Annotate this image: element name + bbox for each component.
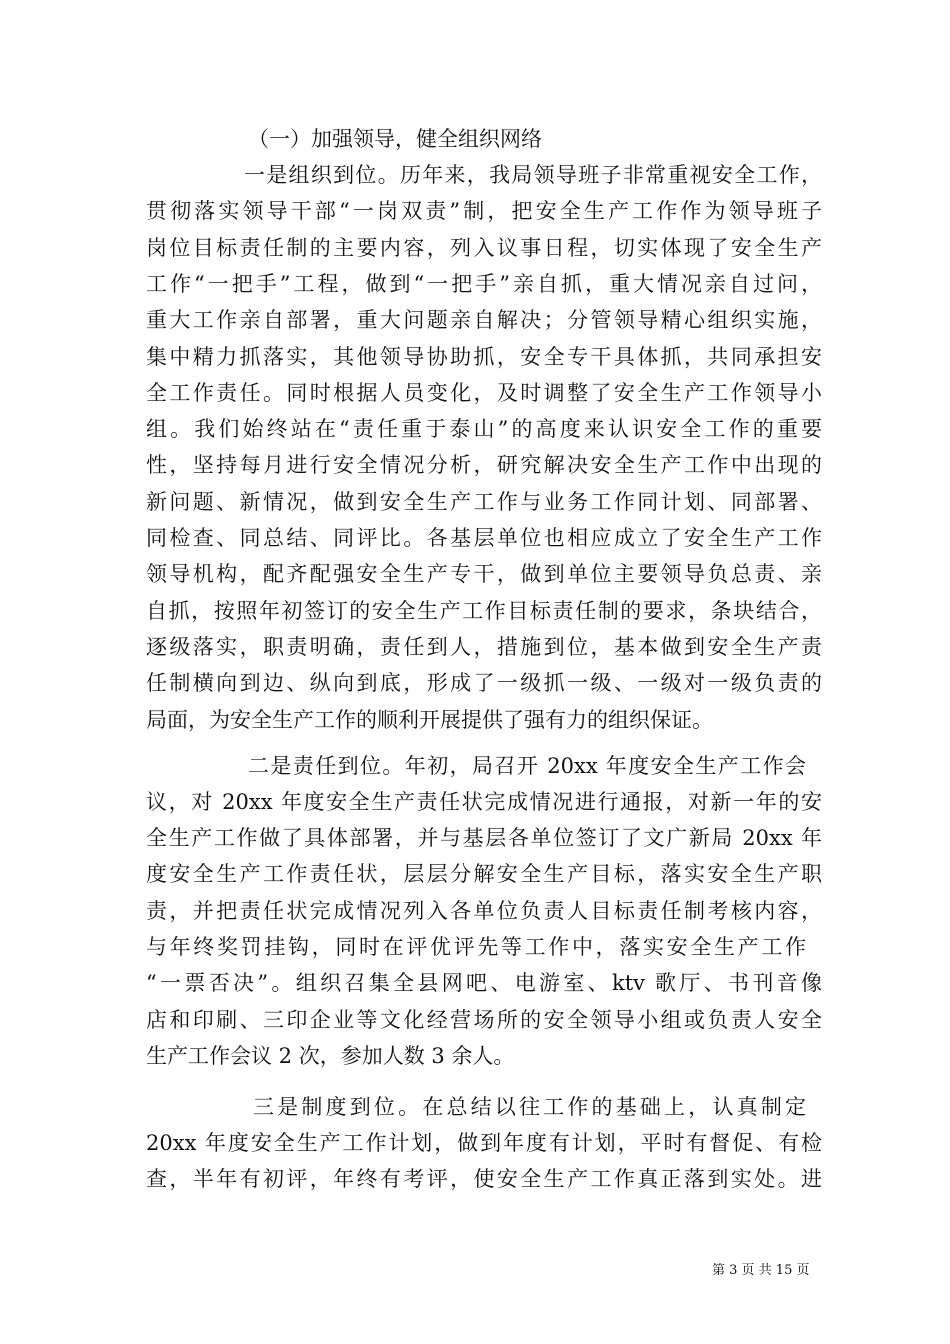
paragraph-line: 全工作责任。同时根据人员变化，及时调整了安全生产工作领导小 (146, 381, 822, 405)
paragraph-line: 自抓，按照年初签订的安全生产工作目标责任制的要求，条块结合， (146, 599, 822, 623)
paragraph-line: 新问题、新情况，做到安全生产工作与业务工作同计划、同部署、 (146, 490, 822, 514)
paragraph-line: 逐级落实，职责明确，责任到人，措施到位，基本做到安全生产责 (146, 635, 822, 659)
paragraph-line: 贯彻落实领导干部“一岗双责”制，把安全生产工作作为领导班子 (146, 199, 822, 223)
paragraph-line: 生产工作会议 2 次，参加人数 3 余人。 (146, 1044, 515, 1068)
paragraph-line: 任制横向到边、纵向到底，形成了一级抓一级、一级对一级负责的 (146, 671, 822, 695)
paragraph-line: 议，对 20xx 年度安全生产责任状完成情况进行通报，对新一年的安 (146, 790, 822, 814)
paragraph-line: 岗位目标责任制的主要内容，列入议事日程，切实体现了安全生产 (146, 236, 822, 260)
page-number: 第 3 页 共 15 页 (712, 1263, 810, 1278)
paragraph-line: 店和印刷、三印企业等文化经营场所的安全领导小组或负责人安全 (146, 1008, 822, 1032)
paragraph-line: 三是制度到位。在总结以往工作的基础上，认真制定 (253, 1095, 806, 1119)
paragraph-line: 责，并把责任状完成情况列入各单位负责人目标责任制考核内容， (146, 899, 822, 923)
paragraph-line: “一票否决”。组织召集全县网吧、电游室、ktv 歌厅、书刊音像 (146, 971, 822, 995)
paragraph-line: 集中精力抓落实，其他领导协助抓，安全专干具体抓，共同承担安 (146, 345, 822, 369)
paragraph-line: 二是责任到位。年初，局召开 20xx 年度安全生产工作会 (248, 754, 806, 778)
paragraph-line: 查，半年有初评，年终有考评，使安全生产工作真正落到实处。进 (146, 1167, 822, 1191)
paragraph-line: 工作“一把手”工程，做到“一把手”亲自抓，重大情况亲自过问， (146, 272, 822, 296)
paragraph-line: 同检查、同总结、同评比。各基层单位也相应成立了安全生产工作 (146, 526, 822, 550)
paragraph-line: 局面，为安全生产工作的顺利开展提供了强有力的组织保证。 (146, 708, 713, 732)
paragraph-line: 度安全生产工作责任状，层层分解安全生产目标，落实安全生产职 (146, 862, 822, 886)
paragraph-line: 重大工作亲自部署，重大问题亲自解决；分管领导精心组织实施， (146, 308, 822, 332)
paragraph-line: 领导机构，配齐配强安全生产专干，做到单位主要领导负总责、亲 (146, 562, 822, 586)
paragraph-line: 全生产工作做了具体部署，并与基层各单位签订了文广新局 20xx 年 (146, 826, 822, 850)
paragraph-line: 20xx 年度安全生产工作计划，做到年度有计划，平时有督促、有检 (146, 1131, 822, 1155)
paragraph-line: 与年终奖罚挂钩，同时在评优评先等工作中，落实安全生产工作 (146, 935, 806, 959)
paragraph-line: 一是组织到位。历年来，我局领导班子非常重视安全工作， (244, 163, 822, 187)
paragraph-line: 性，坚持每月进行安全情况分析，研究解决安全生产工作中出现的 (146, 453, 822, 477)
paragraph-line: 组。我们始终站在“责任重于泰山”的高度来认识安全工作的重要 (146, 417, 822, 441)
section-heading: （一）加强领导，健全组织网络 (248, 127, 542, 151)
